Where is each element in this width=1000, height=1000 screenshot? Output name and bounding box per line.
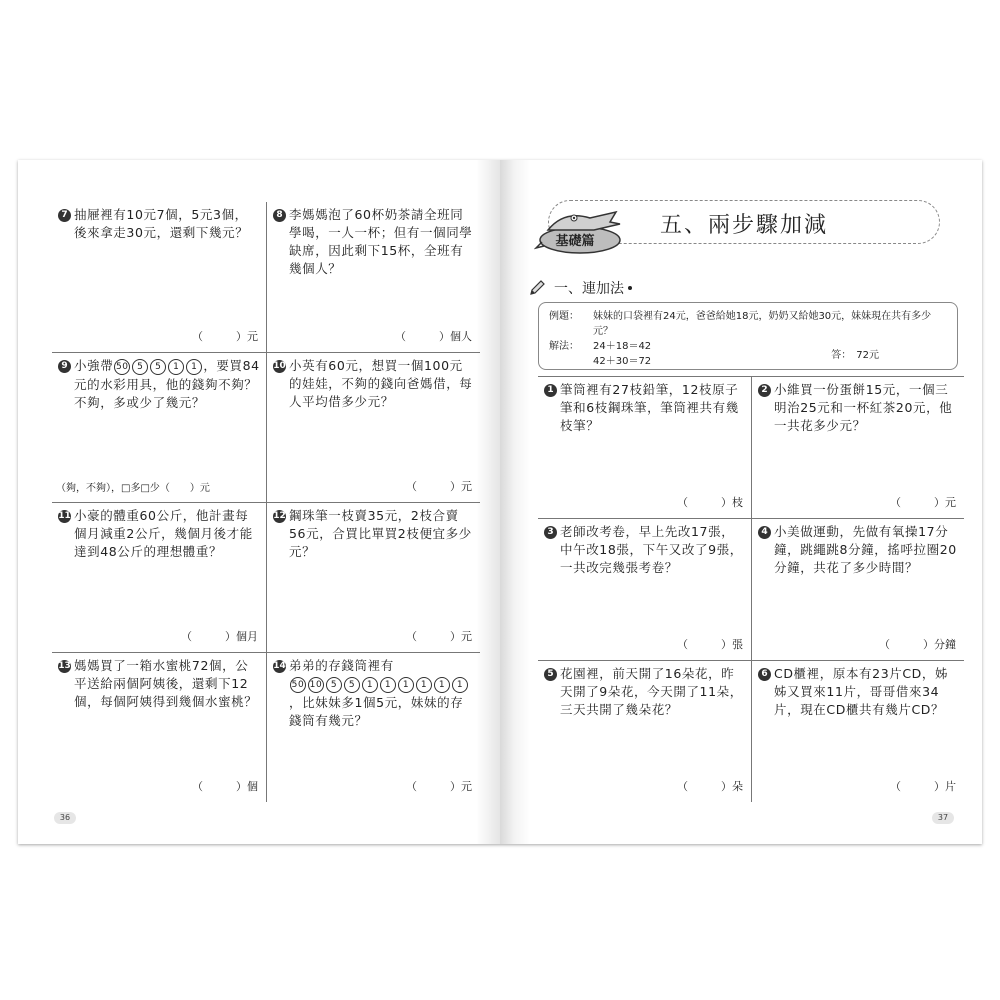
question-1 xyxy=(538,376,751,518)
right-problem-grid xyxy=(538,376,964,802)
coin: 1 xyxy=(398,677,414,693)
question-text: 鋼珠筆一枝賣35元，2枝合賣56元，合買比單買2枝便宜多少元？ xyxy=(289,508,472,559)
answer-blank[interactable]: （ ）元 xyxy=(406,780,472,793)
example-box xyxy=(538,302,958,370)
level-badge-label: 基礎篇 xyxy=(555,234,595,249)
question-number: 2 xyxy=(758,384,771,397)
question-number: 3 xyxy=(544,526,557,539)
question-number: 14 xyxy=(273,661,286,671)
question-8 xyxy=(266,202,480,352)
answer-blank[interactable]: （ ）元 xyxy=(406,630,472,643)
answer-blank[interactable]: （ ）片 xyxy=(890,780,956,793)
coin: 1 xyxy=(380,677,396,693)
answer-blank[interactable]: （ ）個月 xyxy=(181,630,258,643)
solution-step-2: 42＋30＝72 xyxy=(593,356,652,367)
question-text: 抽屜裡有10元7個，5元3個，後來拿走30元，還剩下幾元？ xyxy=(74,207,249,240)
answer-blank[interactable]: （ ）個 xyxy=(192,780,258,793)
answer-blank[interactable]: （ ）元 xyxy=(406,480,472,493)
question-text-pre: 小強帶 xyxy=(74,358,114,373)
question-number: 1 xyxy=(544,384,557,397)
question-11 xyxy=(52,502,266,652)
solution-label: 解法： xyxy=(549,341,579,352)
question-4 xyxy=(751,518,964,660)
coin: 1 xyxy=(434,677,450,693)
question-text: 媽媽買了一箱水蜜桃72個，公平送給兩個阿姨後，還剩下12個，每個阿姨得到幾個水蜜桃？ xyxy=(74,658,258,709)
coin: 1 xyxy=(168,359,184,375)
coin: 5 xyxy=(326,677,342,693)
coin: 5 xyxy=(150,359,166,375)
question-9 xyxy=(52,352,266,502)
example-answer: 答： 72元 xyxy=(831,350,879,361)
answer-blank[interactable]: （ ）朵 xyxy=(677,780,743,793)
question-text: 小英有60元，想買一個100元的娃娃，不夠的錢向爸媽借，每人平均借多少元？ xyxy=(289,358,473,409)
question-text: CD櫃裡，原本有23片CD，姊姊又買來11片，哥哥借來34片，現在CD櫃共有幾片CD？ xyxy=(774,666,949,717)
question-12 xyxy=(266,502,480,652)
right-page xyxy=(500,160,982,844)
question-number: 5 xyxy=(544,668,557,681)
coin: 50 xyxy=(290,677,306,693)
coin-row xyxy=(113,358,203,376)
question-text: 小美做運動，先做有氧操17分鐘，跳繩跳8分鐘，搖呼拉圈20分鐘，共花了多少時間？ xyxy=(774,524,957,575)
answer-blank[interactable]: （ ）個人 xyxy=(395,330,472,343)
question-text: 小豪的體重60公斤，他計畫每個月減重2公斤，幾個月後才能達到48公斤的理想體重？ xyxy=(74,508,253,559)
answer-blank[interactable]: （ ）分鐘 xyxy=(879,638,956,651)
left-problem-grid xyxy=(52,202,480,802)
question-2 xyxy=(751,376,964,518)
example-label: 例題： xyxy=(549,311,579,322)
question-text-post: ，要買84元的水彩用具，他的錢夠不夠？不夠，多或少了幾元？ xyxy=(74,358,260,410)
coin: 50 xyxy=(114,359,130,375)
question-text: 李媽媽泡了60杯奶茶請全班同學喝，一人一杯；但有一個同學缺席，因此剩下15杯，全班有幾個人？ xyxy=(289,207,473,276)
coin: 1 xyxy=(362,677,378,693)
choice-answer[interactable]: （夠，不夠），□多□少（ ）元 xyxy=(56,483,210,494)
question-number: 12 xyxy=(273,511,286,521)
question-10 xyxy=(266,352,480,502)
page-number: 36 xyxy=(54,812,76,824)
question-6 xyxy=(751,660,964,802)
question-number: 9 xyxy=(58,360,71,373)
question-7 xyxy=(52,202,266,352)
workbook-spread xyxy=(18,160,982,844)
question-number: 8 xyxy=(273,209,286,222)
question-text-post: ，比妹妹多1個5元，妹妹的存錢筒有幾元？ xyxy=(289,695,464,728)
solution-step-1: 24＋18＝42 xyxy=(593,341,652,352)
question-number: 13 xyxy=(58,661,71,671)
question-5 xyxy=(538,660,751,802)
section-header xyxy=(528,278,632,298)
answer-blank[interactable]: （ ）元 xyxy=(890,496,956,509)
chapter-title: 五、兩步驟加減 xyxy=(660,213,829,238)
coin: 5 xyxy=(132,359,148,375)
coin: 1 xyxy=(452,677,468,693)
answer-blank[interactable]: （ ）元 xyxy=(192,330,258,343)
coin-row xyxy=(289,676,469,694)
question-text-pre: 弟弟的存錢筒裡有 xyxy=(289,658,394,673)
question-text: 筆筒裡有27枝鉛筆，12枝原子筆和6枝鋼珠筆，筆筒裡共有幾枝筆？ xyxy=(560,382,739,433)
question-text xyxy=(289,657,474,730)
page-number: 37 xyxy=(932,812,954,824)
question-number: 7 xyxy=(58,209,71,222)
question-text: 花園裡，前天開了16朵花，昨天開了9朵花，今天開了11朵，三天共開了幾朵花？ xyxy=(560,666,743,717)
question-text: 小維買一份蛋餅15元，一個三明治25元和一杯紅茶20元，他一共花多少元？ xyxy=(774,382,953,433)
section-title: 一、連加法 xyxy=(554,281,624,297)
coin: 1 xyxy=(186,359,202,375)
question-14 xyxy=(266,652,480,802)
answer-blank[interactable]: （ ）張 xyxy=(677,638,743,651)
answer-blank[interactable]: （ ）枝 xyxy=(677,496,743,509)
dot-icon xyxy=(628,286,632,290)
left-page xyxy=(18,160,500,844)
coin: 5 xyxy=(344,677,360,693)
question-number: 11 xyxy=(58,511,71,521)
coin: 10 xyxy=(308,677,324,693)
question-text xyxy=(74,357,260,412)
question-3 xyxy=(538,518,751,660)
question-13 xyxy=(52,652,266,802)
question-number: 10 xyxy=(273,361,286,371)
question-text: 老師改考卷，早上先改17張，中午改18張，下午又改了9張，一共改完幾張考卷？ xyxy=(560,524,743,575)
question-number: 6 xyxy=(758,668,771,681)
pencil-icon xyxy=(528,279,546,297)
question-number: 4 xyxy=(758,526,771,539)
example-question: 妹妹的口袋裡有24元，爸爸給她18元，奶奶又給她30元，妹妹現在共有多少元？ xyxy=(593,311,932,337)
coin: 1 xyxy=(416,677,432,693)
